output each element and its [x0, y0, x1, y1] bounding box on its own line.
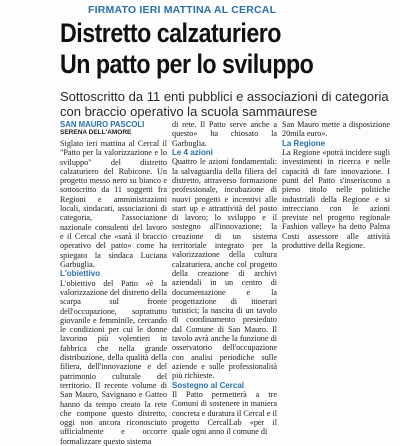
section-heading-sostegno: Sostegno al Cercal — [172, 380, 245, 390]
headline-line-2: Un patto per lo sviluppo — [60, 49, 314, 79]
section-heading-obiettivo: L'obiettivo — [60, 269, 101, 279]
paragraph: San Mauro mette a disposizione 20mila euro». — [282, 120, 390, 139]
paragraph: Il Patto permetterà a tre Comuni di sostenere in maniera concreta e duratura il Cercal e il progetto CercalLab «per il quale ogni anno il comune di — [172, 390, 278, 437]
article-column-2 — [172, 120, 278, 437]
paragraph: La Regione «potrà incidere sugli investimenti in ricerca e nelle capacità di fare innovazione. I punti del Patto s'inseriscono a pieno titolo nelle politiche industriali della Regione e si intrecciano con le azioni previste nel progetto regionale Fashion valley» ha detto Palma Costi assessore alle attività produttive della Regione. — [282, 148, 390, 251]
paragraph: Quattro le azioni fondamentali: la salvaguardia della filiera del distretto, attraverso formazione professionale, incubazione di nuovi progetti e incentivi alle start up e attrattività del posto di lavoro; lo sviluppo e il sostegno all'innovazione; la creazione di un sistema territoriale integrato per la valorizzazione della cultura calzaturiera, anche col progetto della creazione di archivi aziendali in un centro di documentazione e la progettazione di itinerari turistici; la nascita di un tavolo di coordinamento presieduto dal Comune di San Mauro. Il tavolo avrà anche la funzione di osservatorio dell'occupazione con analisi periodiche sulle aziende e sulle professionalità più richieste. — [172, 157, 277, 381]
kicker: FIRMATO IERI MATTINA AL CERCAL — [88, 4, 277, 16]
article-column-3 — [282, 120, 390, 400]
subheadline: Sottoscritto da 11 enti pubblici e associazioni di categoria con braccio operativo la scuola sammaurese — [60, 89, 389, 119]
paragraph: L'obiettivo del Patto «è la valorizzazione del distretto della scarpa sul fronte dell'occupazione, soprattutto giovanile e femminile, cercando le condizioni per cui le donne lavorino più volentieri in fabbrica che nella grande distribuzione, della qualità della filiera, dell'innovazione e del patrimonio culturale del territorio. Il recente volume di San Mauro, Savignano e Gatteo hanno da tempo creato la rete che compone questo distretto, oggi non ancora riconosciuto ufficialmente e occorre formalizzare questo sistema — [60, 278, 167, 446]
headline-line-1: Distretto calzaturiero — [60, 18, 281, 48]
section-heading-regione: La Regione — [282, 138, 326, 148]
byline-location: SAN MAURO PASCOLI — [60, 120, 145, 129]
paragraph: Siglato ieri mattina al Cercal il "Patto per la valorizzazione e lo sviluppo" del distretto calzaturiero del Rubicone. Un progetto messo nero su bianco e sottoscritto da 11 soggetti fra Regioni e amministrazioni locali, sindacati, associazioni di categoria, l'associazione nazionale consulenti del lavoro e il Cercal che «sarà il braccio operativo del patto» come ha spiegato la sindaca Luciana Garbuglia. — [60, 139, 167, 269]
paragraph: di rete. Il Patto serve anche a questo» ha chiosato la Garbuglia. — [172, 120, 277, 148]
article-column-1 — [60, 120, 167, 446]
byline-author: SERENA DELL'AMORE — [60, 129, 132, 136]
section-heading-azioni: Le 4 azioni — [172, 147, 213, 157]
